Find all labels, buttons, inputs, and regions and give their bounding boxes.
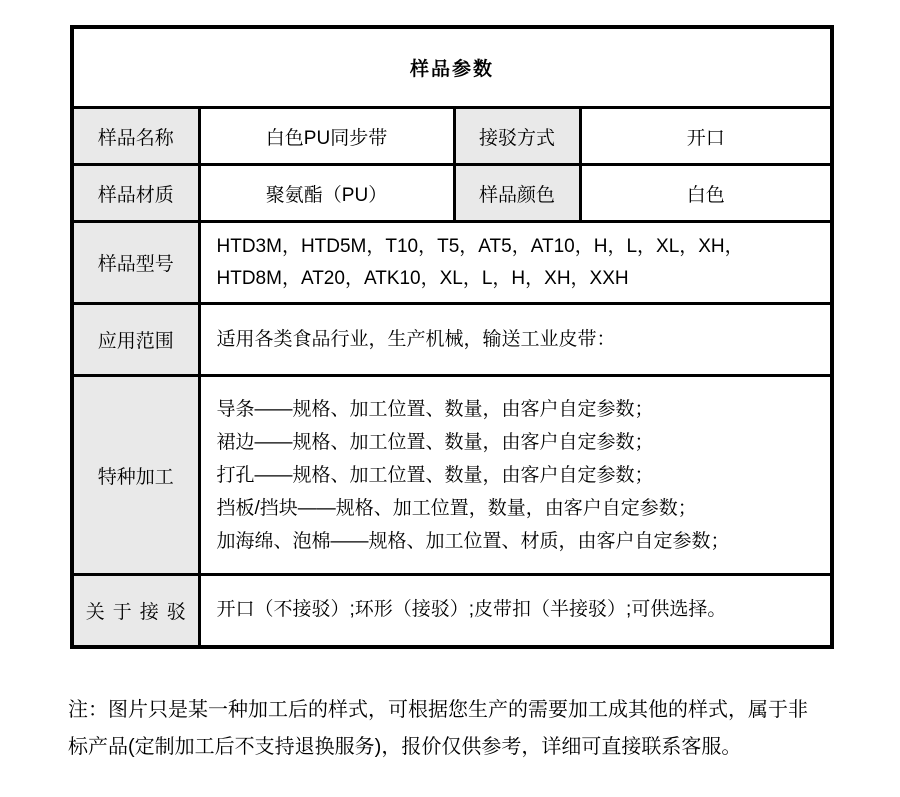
special-line-4: 挡板/挡块——规格、加工位置，数量，由客户自定参数； xyxy=(216,497,697,519)
label-application: 应用范围 xyxy=(72,304,199,376)
row-sample-model xyxy=(72,222,832,304)
label-sample-name: 样品名称 xyxy=(72,108,199,165)
row-application xyxy=(72,304,832,376)
title-row xyxy=(72,27,832,108)
special-line-2: 裙边——规格、加工位置、数量，由客户自定参数； xyxy=(216,431,654,453)
label-special-processing: 特种加工 xyxy=(72,376,199,575)
label-sample-material: 样品材质 xyxy=(72,165,199,222)
footnote-line-1: 注：图片只是某一种加工后的样式，可根据您生产的需要加工成其他的样式，属于非 xyxy=(68,699,808,721)
value-joint-method: 开口 xyxy=(580,108,832,165)
page-title: 样品参数 xyxy=(72,27,832,108)
special-line-5: 加海绵、泡棉——规格、加工位置、材质，由客户自定参数； xyxy=(216,530,730,552)
label-about-joint: 关于接驳 xyxy=(72,575,199,647)
row-sample-material xyxy=(72,165,832,222)
footnote-line-2: 标产品(定制加工后不支持退换服务)，报价仅供参考，详细可直接联系客服。 xyxy=(68,736,742,758)
value-sample-material: 聚氨酯（PU） xyxy=(199,165,454,222)
row-special-processing xyxy=(72,376,832,575)
value-sample-color: 白色 xyxy=(580,165,832,222)
spec-table xyxy=(70,25,834,649)
value-special-processing xyxy=(199,376,832,575)
model-line-1: HTD3M，HTD5M，T10，T5，AT5，AT10，H，L，XL，XH， xyxy=(216,235,744,257)
row-sample-name xyxy=(72,108,832,165)
special-line-1: 导条——规格、加工位置、数量，由客户自定参数； xyxy=(216,398,654,420)
model-line-2: HTD8M，AT20，ATK10，XL，L，H，XH，XXH xyxy=(216,267,629,289)
value-sample-model xyxy=(199,222,832,304)
value-sample-name: 白色PU同步带 xyxy=(199,108,454,165)
label-joint-method: 接驳方式 xyxy=(454,108,580,165)
label-sample-model: 样品型号 xyxy=(72,222,199,304)
label-sample-color: 样品颜色 xyxy=(454,165,580,222)
value-about-joint: 开口（不接驳）;环形（接驳）;皮带扣（半接驳）;可供选择。 xyxy=(199,575,832,647)
row-about-joint xyxy=(72,575,832,647)
value-application: 适用各类食品行业，生产机械，输送工业皮带： xyxy=(199,304,832,376)
special-line-3: 打孔——规格、加工位置、数量，由客户自定参数； xyxy=(216,464,654,486)
footnote xyxy=(68,692,860,766)
